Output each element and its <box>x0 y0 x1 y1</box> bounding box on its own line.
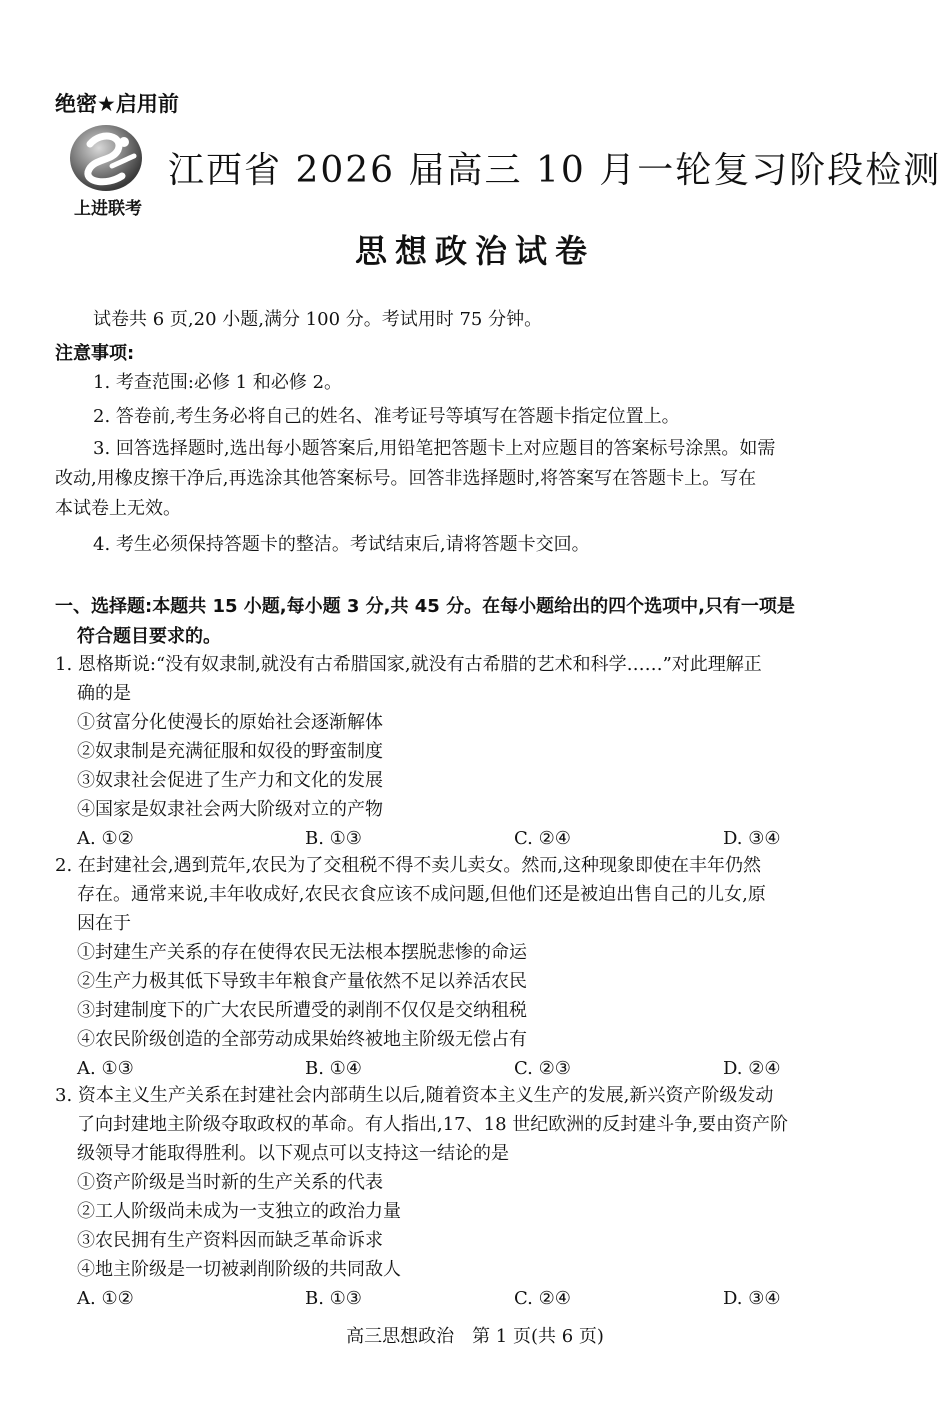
question-2-stem: 2. 在封建社会,遇到荒年,农民为了交租税不得不卖儿卖女。然而,这种现象即使在丰年仍然 <box>55 855 762 876</box>
option-d[interactable]: D. ③④ <box>723 1288 781 1309</box>
intro-text: 试卷共 6 页,20 小题,满分 100 分。考试用时 75 分钟。 <box>93 309 543 330</box>
question-2-item: ①封建生产关系的存在使得农民无法根本摆脱悲惨的命运 <box>77 942 527 963</box>
option-a[interactable]: A. ①② <box>77 1288 134 1309</box>
question-1-stem-cont: 确的是 <box>77 683 131 704</box>
option-d[interactable]: D. ③④ <box>723 828 781 849</box>
notice-line: 本试卷上无效。 <box>55 498 181 519</box>
subject-title: 思想政治试卷 <box>354 232 595 270</box>
question-3-stem: 3. 资本主义生产关系在封建社会内部萌生以后,随着资本主义生产的发展,新兴资产阶级发动 <box>55 1085 774 1106</box>
question-1-item: ③奴隶社会促进了生产力和文化的发展 <box>77 770 383 791</box>
option-c[interactable]: C. ②③ <box>514 1058 571 1079</box>
option-b[interactable]: B. ①③ <box>305 828 362 849</box>
logo <box>62 122 154 220</box>
notice-line: 3. 回答选择题时,选出每小题答案后,用铅笔把答题卡上对应题目的答案标号涂黑。如需 <box>93 438 776 459</box>
logo-text: 上进联考 <box>74 199 142 219</box>
question-2-stem-cont: 因在于 <box>77 913 131 934</box>
question-1-stem: 1. 恩格斯说:“没有奴隶制,就没有古希腊国家,就没有古希腊的艺术和科学……”对此理解正 <box>55 654 762 675</box>
question-2-item: ③封建制度下的广大农民所遭受的剥削不仅仅是交纳租税 <box>77 1000 527 1021</box>
notice-line: 4. 考生必须保持答题卡的整洁。考试结束后,请将答题卡交回。 <box>93 534 590 555</box>
option-a[interactable]: A. ①② <box>77 828 134 849</box>
question-3-stem-cont: 级领导才能取得胜利。以下观点可以支持这一结论的是 <box>77 1143 509 1164</box>
question-3-item: ④地主阶级是一切被剥削阶级的共同敌人 <box>77 1259 401 1280</box>
option-c[interactable]: C. ②④ <box>514 1288 571 1309</box>
question-1-item: ②奴隶制是充满征服和奴役的野蛮制度 <box>77 741 383 762</box>
option-b[interactable]: B. ①④ <box>305 1058 362 1079</box>
notice-heading: 注意事项: <box>55 343 135 364</box>
notice-line: 2. 答卷前,考生务必将自己的姓名、准考证号等填写在答题卡指定位置上。 <box>93 406 680 427</box>
exam-title: 江西省 2026 届高三 10 月一轮复习阶段检测 <box>168 150 942 191</box>
option-c[interactable]: C. ②④ <box>514 828 571 849</box>
question-2-item: ④农民阶级创造的全部劳动成果始终被地主阶级无偿占有 <box>77 1029 527 1050</box>
notice-line: 改动,用橡皮擦干净后,再选涂其他答案标号。回答非选择题时,将答案写在答题卡上。写在 <box>55 468 757 489</box>
confidential-label: 绝密★启用前 <box>55 92 179 116</box>
question-3-stem-cont: 了向封建地主阶级夺取政权的革命。有人指出,17、18 世纪欧洲的反封建斗争,要由资产阶 <box>77 1114 788 1135</box>
question-3-item: ③农民拥有生产资料因而缺乏革命诉求 <box>77 1230 383 1251</box>
section-heading-cont: 符合题目要求的。 <box>77 626 221 647</box>
page-footer: 高三思想政治 第 1 页(共 6 页) <box>346 1326 604 1347</box>
notice-line: 1. 考查范围:必修 1 和必修 2。 <box>93 372 343 393</box>
question-3-item: ①资产阶级是当时新的生产关系的代表 <box>77 1172 383 1193</box>
option-b[interactable]: B. ①③ <box>305 1288 362 1309</box>
logo-icon <box>62 122 154 196</box>
question-1-item: ①贫富分化使漫长的原始社会逐渐解体 <box>77 712 383 733</box>
question-1-item: ④国家是奴隶社会两大阶级对立的产物 <box>77 799 383 820</box>
question-2-item: ②生产力极其低下导致丰年粮食产量依然不足以养活农民 <box>77 971 527 992</box>
question-2-stem-cont: 存在。通常来说,丰年收成好,农民衣食应该不成问题,但他们还是被迫出售自己的儿女,原 <box>77 884 766 905</box>
option-a[interactable]: A. ①③ <box>77 1058 134 1079</box>
option-d[interactable]: D. ②④ <box>723 1058 781 1079</box>
question-3-item: ②工人阶级尚未成为一支独立的政治力量 <box>77 1201 401 1222</box>
section-heading: 一、选择题:本题共 15 小题,每小题 3 分,共 45 分。在每小题给出的四个选项中,只有一项是 <box>55 596 795 617</box>
